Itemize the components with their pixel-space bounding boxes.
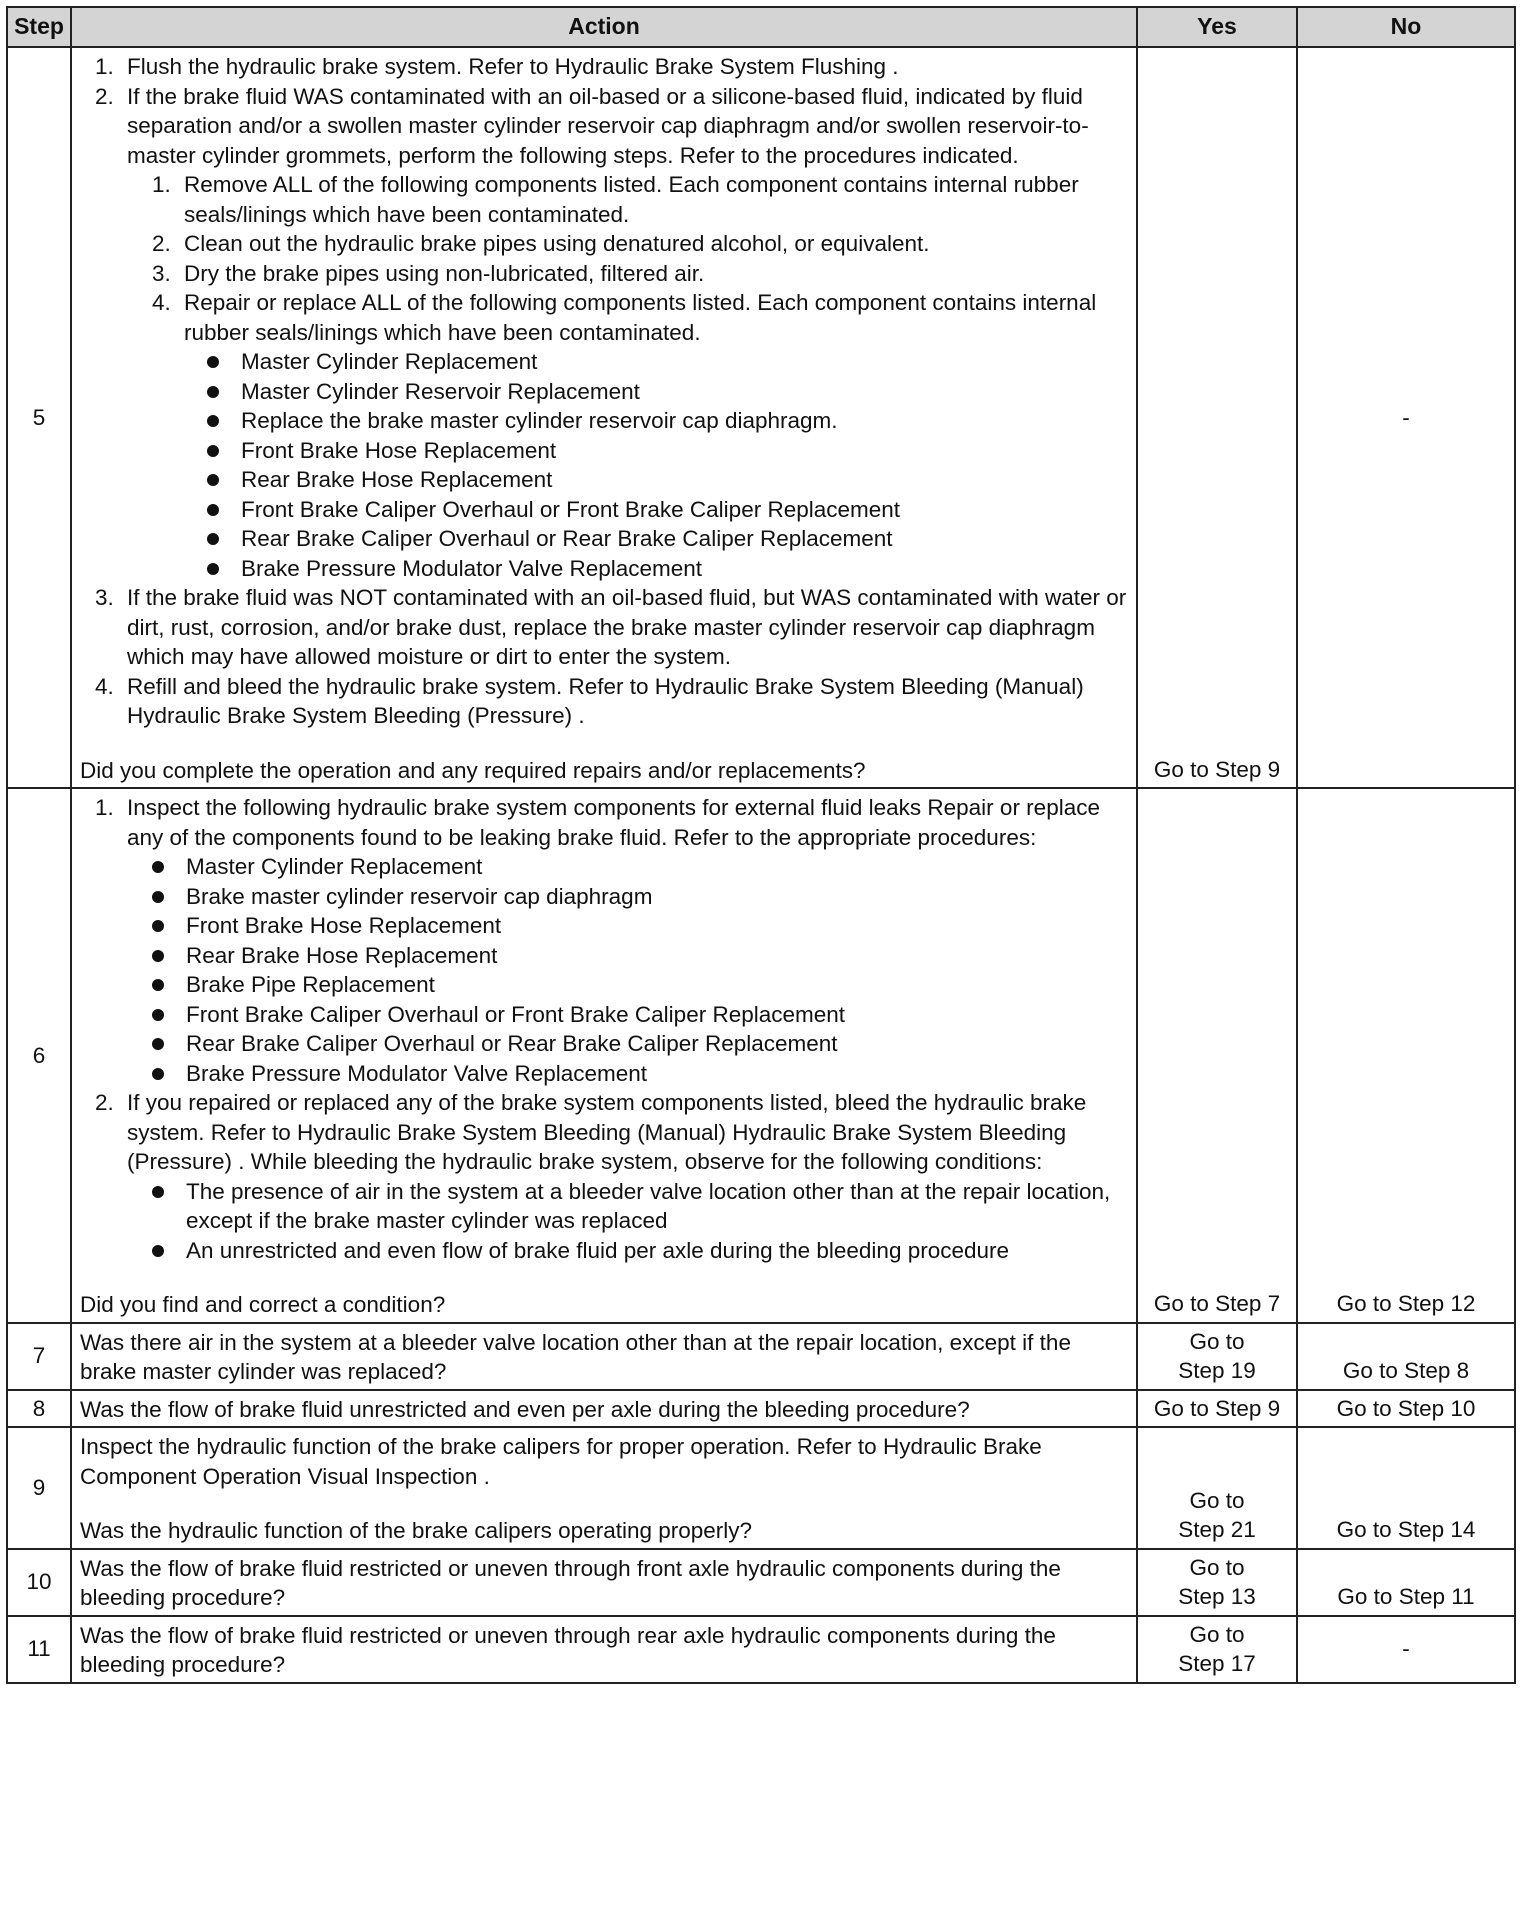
yes-result: Go to Step 9 [1137, 47, 1297, 788]
action-item [120, 82, 1130, 584]
action-cell: Was the flow of brake fluid restricted or uneven through front axle hydraulic components during the bleeding procedure? [71, 1549, 1137, 1616]
sub-action-item [177, 288, 1130, 583]
component-item: Rear Brake Hose Replacement [179, 941, 1130, 971]
header-action: Action [71, 7, 1137, 47]
step-number: 11 [7, 1616, 71, 1683]
table-row [7, 1549, 1515, 1616]
component-item: Rear Brake Caliper Overhaul or Rear Brake Caliper Replacement [234, 524, 1130, 554]
yes-result-line: Go to [1189, 1621, 1245, 1647]
header-step: Step [7, 7, 71, 47]
component-item: Brake Pressure Modulator Valve Replacement [234, 554, 1130, 584]
component-item: Brake master cylinder reservoir cap diaphragm [179, 882, 1130, 912]
action-cell: Was the flow of brake fluid unrestricted and even per axle during the bleeding procedure? [71, 1390, 1137, 1428]
sub-action-item: 2. Clean out the hydraulic brake pipes using denatured alcohol, or equivalent. [177, 229, 1130, 259]
no-result: Go to Step 10 [1297, 1390, 1515, 1428]
step-number: 5 [7, 47, 71, 788]
component-item: Front Brake Hose Replacement [234, 436, 1130, 466]
yes-result [1137, 1616, 1297, 1683]
action-cell: Was the flow of brake fluid restricted or uneven through rear axle hydraulic components during the bleeding procedure? [71, 1616, 1137, 1683]
header-row [7, 7, 1515, 47]
component-item: Master Cylinder Reservoir Replacement [234, 377, 1130, 407]
no-result: Go to Step 14 [1297, 1427, 1515, 1549]
table-row [7, 788, 1515, 1323]
condition-list [127, 1177, 1130, 1266]
sub-action-item: 1. Remove ALL of the following components listed. Each component contains internal rubber seals/linings which have been contaminated. [177, 170, 1130, 229]
action-item-text: Inspect the following hydraulic brake system components for external fluid leaks Repair or replace any of the components found to be leaking brake fluid. Refer to the appropriate procedures: [127, 795, 1100, 850]
action-item: 3. If the brake fluid was NOT contaminated with an oil-based fluid, but WAS contaminated with water or dirt, rust, corrosion, and/or brake dust, replace the brake master cylinder reservoir cap diaphragm which may have allowed moisture or dirt to enter the system. [120, 583, 1130, 672]
condition-item: The presence of air in the system at a bleeder valve location other than at the repair location, except if the brake master cylinder was replaced [179, 1177, 1130, 1236]
component-list [184, 347, 1130, 583]
action-item-text: If you repaired or replaced any of the brake system components listed, bleed the hydraulic brake system. Refer to Hydraulic Brake System Bleeding (Manual) Hydraulic Brake System Bleeding (Pressure) . While bleeding the hydraulic brake system, observe for the following conditions: [127, 1090, 1087, 1174]
component-item: Replace the brake master cylinder reservoir cap diaphragm. [234, 406, 1130, 436]
component-item: Brake Pipe Replacement [179, 970, 1130, 1000]
component-item: Front Brake Caliper Overhaul or Front Brake Caliper Replacement [234, 495, 1130, 525]
table-row [7, 1427, 1515, 1549]
action-item [120, 1088, 1130, 1265]
step-number: 6 [7, 788, 71, 1323]
diagnostic-table [6, 6, 1516, 1684]
condition-item: An unrestricted and even flow of brake fluid per axle during the bleeding procedure [179, 1236, 1130, 1266]
yes-result-line: Go to [1189, 1487, 1245, 1513]
action-list [80, 52, 1130, 731]
action-list [80, 793, 1130, 1265]
step-question: Did you find and correct a condition? [80, 1292, 446, 1317]
header-yes: Yes [1137, 7, 1297, 47]
yes-result: Go to Step 7 [1137, 788, 1297, 1323]
yes-result-line: Step 17 [1178, 1651, 1256, 1676]
component-item: Front Brake Caliper Overhaul or Front Brake Caliper Replacement [179, 1000, 1130, 1030]
step-question: Was the hydraulic function of the brake calipers operating properly? [80, 1518, 753, 1543]
yes-result: Go to Step 9 [1137, 1390, 1297, 1428]
sub-action-list [127, 170, 1130, 583]
yes-result-line: Go to [1189, 1328, 1245, 1354]
action-item-text: If the brake fluid WAS contaminated with an oil-based or a silicone-based fluid, indicated by fluid separation and/or a swollen master cylinder reservoir cap diaphragm and/or swollen reservoir-to-master cylinder grommets, perform the following steps. Refer to the procedures indicated. [127, 83, 1089, 168]
yes-result [1137, 1427, 1297, 1549]
step-question: Did you complete the operation and any required repairs and/or replacements? [80, 757, 866, 783]
component-item: Brake Pressure Modulator Valve Replacement [179, 1059, 1130, 1089]
action-item: 4. Refill and bleed the hydraulic brake system. Refer to Hydraulic Brake System Bleeding (Manual) Hydraulic Brake System Bleeding (Pressure) . [120, 672, 1130, 731]
action-cell [71, 47, 1137, 788]
table-row [7, 1323, 1515, 1390]
no-result: Go to Step 11 [1297, 1549, 1515, 1616]
yes-result-line: Step 13 [1178, 1584, 1256, 1609]
action-text: Inspect the hydraulic function of the brake calipers for proper operation. Refer to Hydraulic Brake Component Operation Visual Inspection . [80, 1434, 1042, 1489]
header-no: No [1297, 7, 1515, 47]
action-item [120, 793, 1130, 1088]
table-row [7, 1390, 1515, 1428]
no-result: - [1297, 1616, 1515, 1683]
yes-result [1137, 1549, 1297, 1616]
component-list [127, 852, 1130, 1088]
step-number: 7 [7, 1323, 71, 1390]
no-result: - [1297, 47, 1515, 788]
action-cell: Was there air in the system at a bleeder valve location other than at the repair location, except if the brake master cylinder was replaced? [71, 1323, 1137, 1390]
yes-result-line: Step 21 [1178, 1517, 1256, 1542]
table-row [7, 47, 1515, 788]
component-item: Master Cylinder Replacement [234, 347, 1130, 377]
step-number: 9 [7, 1427, 71, 1549]
component-item: Rear Brake Hose Replacement [234, 465, 1130, 495]
action-cell [71, 788, 1137, 1323]
component-item: Front Brake Hose Replacement [179, 911, 1130, 941]
yes-result-line: Go to [1189, 1554, 1245, 1580]
sub-action-item-text: Repair or replace ALL of the following components listed. Each component contains internal rubber seals/linings which have been contaminated. [184, 290, 1097, 345]
component-item: Rear Brake Caliper Overhaul or Rear Brake Caliper Replacement [179, 1029, 1130, 1059]
step-number: 8 [7, 1390, 71, 1428]
action-cell [71, 1427, 1137, 1549]
no-result: Go to Step 8 [1297, 1323, 1515, 1390]
yes-result [1137, 1323, 1297, 1390]
no-result: Go to Step 12 [1297, 788, 1515, 1323]
component-item: Master Cylinder Replacement [179, 852, 1130, 882]
yes-result-line: Step 19 [1178, 1358, 1256, 1383]
sub-action-item: 3. Dry the brake pipes using non-lubricated, filtered air. [177, 259, 1130, 289]
table-row [7, 1616, 1515, 1683]
step-number: 10 [7, 1549, 71, 1616]
action-item: 1. Flush the hydraulic brake system. Refer to Hydraulic Brake System Flushing . [120, 52, 1130, 82]
